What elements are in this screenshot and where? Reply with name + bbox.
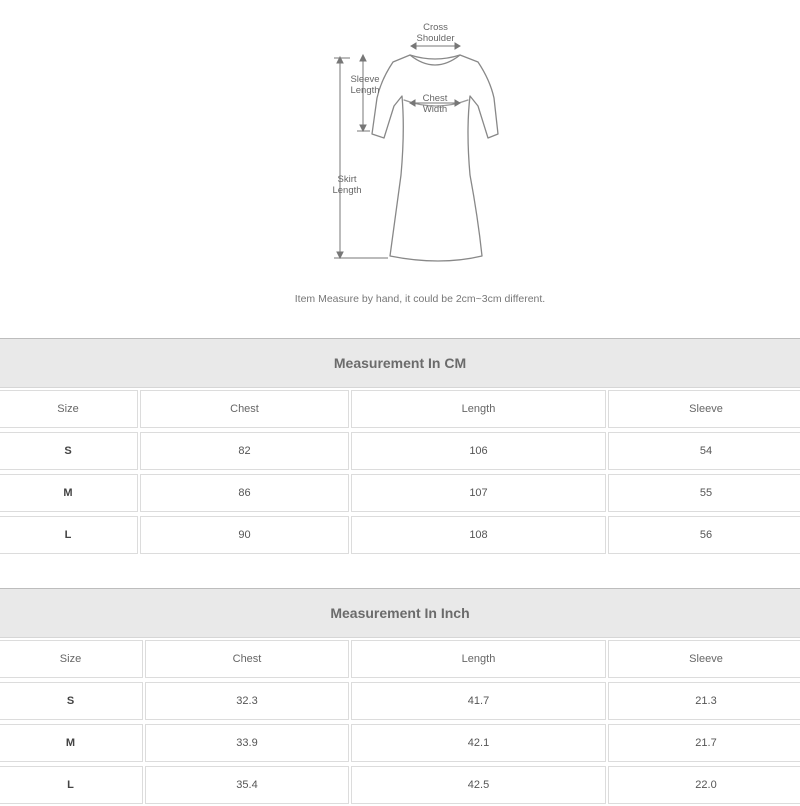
inch-header-size: Size [0,640,143,678]
chest-width-label: Chest Width [422,93,448,115]
sleeve-length-label: Sleeve Length [350,74,380,96]
sleeve-cell: 22.0 [608,766,800,804]
size-cell: L [0,766,143,804]
inch-header-sleeve: Sleeve [608,640,800,678]
measurement-note: Item Measure by hand, it could be 2cm~3cm different. [294,293,546,305]
dress-outline-icon [0,0,800,310]
chest-cell: 32.3 [145,682,349,720]
sleeve-cell: 56 [608,516,800,554]
length-cell: 42.1 [351,724,606,762]
cm-header-sleeve: Sleeve [608,390,800,428]
cm-table [0,338,800,560]
sleeve-cell: 21.3 [608,682,800,720]
cm-header-chest: Chest [140,390,349,428]
length-cell: 41.7 [351,682,606,720]
length-cell: 106 [351,432,606,470]
sleeve-cell: 21.7 [608,724,800,762]
table-row [0,680,800,722]
inch-header-chest: Chest [145,640,349,678]
table-row [0,722,800,764]
cross-shoulder-label: Cross Shoulder [416,22,455,44]
cm-header-row [0,388,800,430]
chest-cell: 90 [140,516,349,554]
sleeve-cell: 55 [608,474,800,512]
size-diagram [0,0,800,310]
size-cell: L [0,516,138,554]
table-row [0,514,800,556]
length-cell: 108 [351,516,606,554]
inch-header-row [0,638,800,680]
size-cell: S [0,432,138,470]
size-cell: S [0,682,143,720]
size-cell: M [0,474,138,512]
skirt-length-label: Skirt Length [332,174,362,196]
chest-cell: 33.9 [145,724,349,762]
inch-table-title: Measurement In Inch [0,588,800,638]
chest-cell: 35.4 [145,766,349,804]
cm-table-title: Measurement In CM [0,338,800,388]
chest-cell: 86 [140,474,349,512]
table-row [0,430,800,472]
inch-table [0,588,800,800]
cm-header-length: Length [351,390,606,428]
table-row [0,472,800,514]
sleeve-cell: 54 [608,432,800,470]
chest-cell: 82 [140,432,349,470]
inch-header-length: Length [351,640,606,678]
length-cell: 42.5 [351,766,606,804]
cm-header-size: Size [0,390,138,428]
size-cell: M [0,724,143,762]
length-cell: 107 [351,474,606,512]
